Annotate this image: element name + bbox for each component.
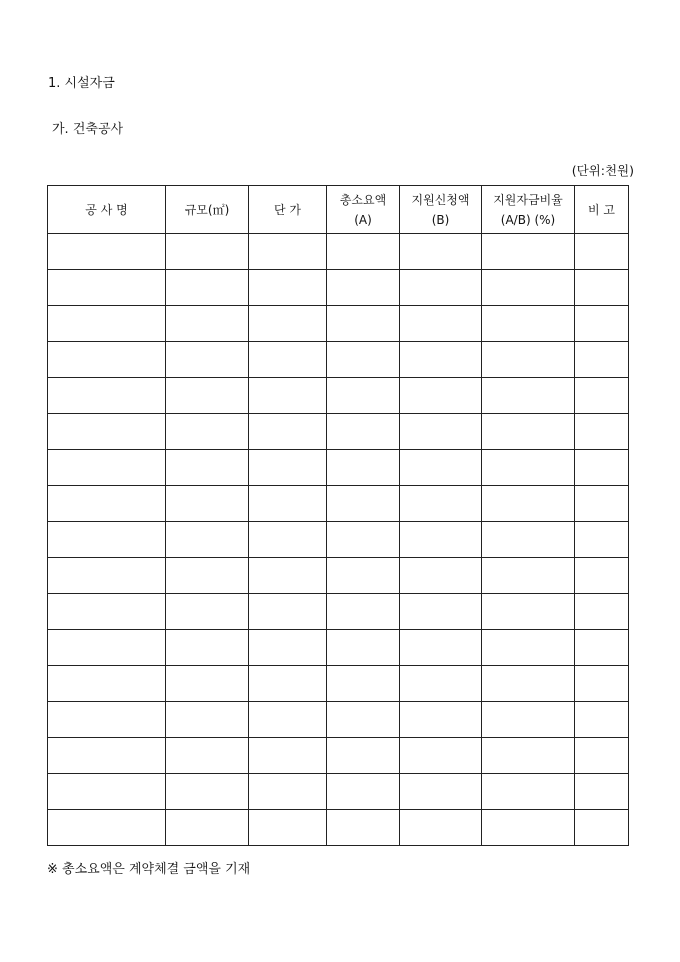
table-cell[interactable]: [482, 522, 575, 558]
table-cell[interactable]: [327, 558, 400, 594]
table-cell[interactable]: [575, 486, 629, 522]
table-cell[interactable]: [400, 342, 482, 378]
table-cell[interactable]: [482, 414, 575, 450]
header-line: 지원신청액: [411, 192, 470, 207]
table-cell[interactable]: [48, 234, 166, 270]
table-cell[interactable]: [48, 738, 166, 774]
table-row: [48, 594, 629, 630]
table-cell[interactable]: [166, 270, 249, 306]
header-line: 공 사 명: [85, 202, 128, 217]
table-cell[interactable]: [575, 594, 629, 630]
table-cell[interactable]: [482, 234, 575, 270]
table-cell[interactable]: [249, 306, 327, 342]
table-cell[interactable]: [327, 270, 400, 306]
table-cell[interactable]: [249, 342, 327, 378]
table-cell[interactable]: [575, 702, 629, 738]
table-cell[interactable]: [166, 342, 249, 378]
table-cell[interactable]: [400, 522, 482, 558]
table-row: [48, 630, 629, 666]
header-unit-price: [249, 186, 327, 234]
table-cell[interactable]: [327, 378, 400, 414]
table-cell[interactable]: [482, 810, 575, 846]
header-line: 총소요액: [339, 192, 387, 207]
table-cell[interactable]: [166, 810, 249, 846]
table-cell[interactable]: [249, 450, 327, 486]
table-row: [48, 666, 629, 702]
unit-label: (단위:천원): [571, 163, 634, 178]
footnote: ※ 총소요액은 계약체결 금액을 기재: [47, 862, 251, 877]
table-cell[interactable]: [166, 414, 249, 450]
table-cell[interactable]: [48, 702, 166, 738]
table-cell[interactable]: [575, 378, 629, 414]
table-row: [48, 486, 629, 522]
table-cell[interactable]: [327, 630, 400, 666]
header-project-name: [48, 186, 166, 234]
table-cell[interactable]: [48, 378, 166, 414]
table-cell[interactable]: [48, 486, 166, 522]
table-cell[interactable]: [166, 738, 249, 774]
table-cell[interactable]: [400, 450, 482, 486]
table-cell[interactable]: [48, 630, 166, 666]
table-cell[interactable]: [327, 594, 400, 630]
table-cell[interactable]: [48, 666, 166, 702]
table-cell[interactable]: [249, 630, 327, 666]
table-cell[interactable]: [327, 522, 400, 558]
table-cell[interactable]: [327, 738, 400, 774]
table-cell[interactable]: [400, 234, 482, 270]
table-cell[interactable]: [575, 270, 629, 306]
table-cell[interactable]: [575, 558, 629, 594]
table-cell[interactable]: [166, 594, 249, 630]
table-cell[interactable]: [48, 594, 166, 630]
table-cell[interactable]: [327, 450, 400, 486]
table-cell[interactable]: [327, 414, 400, 450]
table-cell[interactable]: [482, 342, 575, 378]
table-cell[interactable]: [249, 270, 327, 306]
table-cell[interactable]: [249, 738, 327, 774]
table-row: [48, 810, 629, 846]
table-row: [48, 774, 629, 810]
table-row: [48, 558, 629, 594]
table-cell[interactable]: [482, 558, 575, 594]
table-cell[interactable]: [327, 306, 400, 342]
table-cell[interactable]: [249, 522, 327, 558]
table-cell[interactable]: [327, 486, 400, 522]
header-line: 규모(㎡): [184, 202, 230, 217]
table-row: [48, 450, 629, 486]
table-cell[interactable]: [48, 774, 166, 810]
table-cell[interactable]: [249, 594, 327, 630]
section-title: 1. 시설자금: [48, 76, 115, 91]
table-header-row: [48, 186, 629, 234]
table-row: [48, 522, 629, 558]
header-total-required: [327, 186, 400, 234]
table-cell[interactable]: [400, 558, 482, 594]
table-cell[interactable]: [400, 486, 482, 522]
table-cell[interactable]: [482, 666, 575, 702]
table-cell[interactable]: [48, 558, 166, 594]
table-cell[interactable]: [327, 666, 400, 702]
table-cell[interactable]: [249, 810, 327, 846]
header-line: 단 가: [274, 202, 301, 217]
header-line: (A/B) (%): [500, 212, 556, 227]
table-cell[interactable]: [48, 306, 166, 342]
table-row: [48, 378, 629, 414]
table-cell[interactable]: [482, 702, 575, 738]
table-cell[interactable]: [48, 522, 166, 558]
table-cell[interactable]: [327, 342, 400, 378]
table-cell[interactable]: [166, 702, 249, 738]
table-cell[interactable]: [400, 774, 482, 810]
header-support-requested: [400, 186, 482, 234]
table-cell[interactable]: [166, 630, 249, 666]
table-cell[interactable]: [48, 414, 166, 450]
table-cell[interactable]: [48, 270, 166, 306]
table-cell[interactable]: [482, 774, 575, 810]
table-cell[interactable]: [482, 270, 575, 306]
table-cell[interactable]: [249, 414, 327, 450]
construction-cost-table: [47, 185, 629, 846]
table-cell[interactable]: [482, 594, 575, 630]
table-cell[interactable]: [575, 666, 629, 702]
table-cell[interactable]: [575, 738, 629, 774]
table-cell[interactable]: [166, 306, 249, 342]
table-cell[interactable]: [249, 234, 327, 270]
table-cell[interactable]: [166, 450, 249, 486]
table-cell[interactable]: [166, 666, 249, 702]
table-cell[interactable]: [575, 450, 629, 486]
table-cell[interactable]: [249, 558, 327, 594]
table-cell[interactable]: [249, 486, 327, 522]
table-cell[interactable]: [327, 702, 400, 738]
table-cell[interactable]: [482, 378, 575, 414]
table-row: [48, 234, 629, 270]
table-cell[interactable]: [575, 414, 629, 450]
header-line: 비 고: [588, 202, 615, 217]
table-row: [48, 270, 629, 306]
table-cell[interactable]: [400, 270, 482, 306]
table-cell[interactable]: [575, 522, 629, 558]
table-cell[interactable]: [575, 630, 629, 666]
table-cell[interactable]: [166, 486, 249, 522]
table-cell[interactable]: [166, 774, 249, 810]
table-cell[interactable]: [327, 810, 400, 846]
table-row: [48, 738, 629, 774]
table-cell[interactable]: [482, 306, 575, 342]
table-cell[interactable]: [575, 234, 629, 270]
table-cell[interactable]: [166, 378, 249, 414]
table-cell[interactable]: [249, 378, 327, 414]
table-cell[interactable]: [48, 450, 166, 486]
table-cell[interactable]: [400, 666, 482, 702]
header-scale: [166, 186, 249, 234]
table-cell[interactable]: [166, 522, 249, 558]
table-cell[interactable]: [400, 630, 482, 666]
table-cell[interactable]: [48, 342, 166, 378]
table-cell[interactable]: [482, 630, 575, 666]
header-remarks: [575, 186, 629, 234]
table-cell[interactable]: [575, 774, 629, 810]
table-row: [48, 306, 629, 342]
table-cell[interactable]: [575, 342, 629, 378]
table-cell[interactable]: [575, 306, 629, 342]
table-cell[interactable]: [249, 774, 327, 810]
table-cell[interactable]: [400, 594, 482, 630]
table-cell[interactable]: [482, 486, 575, 522]
table-row: [48, 414, 629, 450]
table-cell[interactable]: [249, 702, 327, 738]
table-cell[interactable]: [166, 558, 249, 594]
header-support-ratio: [482, 186, 575, 234]
table-cell[interactable]: [327, 234, 400, 270]
table-cell[interactable]: [400, 738, 482, 774]
table-cell[interactable]: [482, 738, 575, 774]
table-cell[interactable]: [482, 450, 575, 486]
header-line: (B): [431, 212, 450, 227]
table-cell[interactable]: [400, 810, 482, 846]
table-row: [48, 702, 629, 738]
table-cell[interactable]: [166, 234, 249, 270]
header-line: 지원자금비율: [493, 192, 563, 207]
table-cell[interactable]: [48, 810, 166, 846]
table-row: [48, 342, 629, 378]
table-cell[interactable]: [327, 774, 400, 810]
table-cell[interactable]: [575, 810, 629, 846]
table-cell[interactable]: [400, 414, 482, 450]
table-cell[interactable]: [400, 702, 482, 738]
table-cell[interactable]: [249, 666, 327, 702]
subsection-title: 가. 건축공사: [52, 122, 124, 137]
header-line: (A): [354, 212, 372, 227]
table-cell[interactable]: [400, 378, 482, 414]
table-cell[interactable]: [400, 306, 482, 342]
